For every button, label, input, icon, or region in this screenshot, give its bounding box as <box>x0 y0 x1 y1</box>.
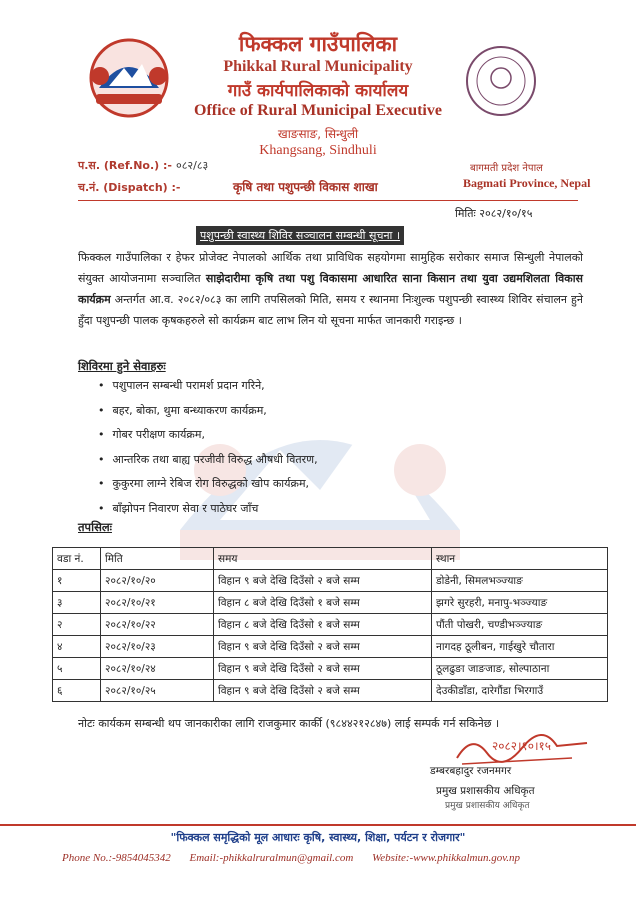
website-text: Website:-www.phikkalmun.gov.np <box>372 852 521 864</box>
ward-cell: ५ <box>53 658 101 680</box>
date-cell: २०८२/१०/२१ <box>101 592 214 614</box>
program-name: साझेदारीमा कृषि तथा पशु विकासमा आधारित साना किसान तथा युवा उद्यमशिलता विकास कार्यक्रम <box>78 272 583 306</box>
subject-line <box>196 226 404 245</box>
dispatch-label: च.नं. (Dispatch) :- <box>78 181 181 194</box>
date-cell: २०८२/१०/२२ <box>101 614 214 636</box>
list-item: • कुकुरमा लाग्ने रेबिज रोग विरुद्धको खोप कार्यक्रम, <box>98 475 318 500</box>
phone-text: Phone No.:-9854045342 <box>62 852 171 864</box>
column-header-ward: वडा नं. <box>53 548 101 570</box>
signature-date: २०८२।१०।१५ <box>492 739 552 753</box>
date-cell: २०८२/१०/२० <box>101 570 214 592</box>
ward-cell: ३ <box>53 592 101 614</box>
contact-note: नोटः कार्यकम सम्बन्धी थप जानकारीका लागि राजकुमार कार्की (९८४४२१२८४७) लाई सम्पर्क गर्न सकिनेछ । <box>78 717 500 730</box>
list-item: • बाँझोपन निवारण सेवा र पाठेघर जाँच <box>98 500 318 525</box>
time-cell: विहान ९ बजे देखि दिउँसो २ बजे सम्म <box>214 658 432 680</box>
ward-cell: ४ <box>53 636 101 658</box>
list-item: • आन्तरिक तथा बाह्य परजीवी विरुद्ध औषधी वितरण, <box>98 451 318 476</box>
signatory-post: प्रमुख प्रशासकीय अधिकृत <box>436 785 535 797</box>
letter-date: मितिः २०८२/१०/१५ <box>455 207 533 220</box>
list-item: • बहर, बोका, थुमा बन्ध्याकरण कार्यक्रम, <box>98 402 318 427</box>
place-cell: देउकीडाँडा, दारेगौंडा भिरगाउँ <box>432 680 608 702</box>
column-header-time: समय <box>214 548 432 570</box>
subject-text: पशुपन्छी स्वास्थ्य शिविर सञ्चालन सम्बन्धी सूचना । <box>200 229 401 242</box>
header-divider <box>78 200 578 201</box>
time-cell: विहान ९ बजे देखि दिउँसो २ बजे सम्म <box>214 570 432 592</box>
place-cell: ठूलढुङा जाङजाङ, सोल्पाठाना <box>432 658 608 680</box>
place-cell: झगरे सुरहरी, मनापु-भञ्ज्याङ <box>432 592 608 614</box>
body-part-1: फिक्कल गाउँपालिका र हेफर प्रोजेक्ट नेपालको आर्थिक तथा प्राविधिक सहयोगमा सामुहिक सरोकार समाज सिन्धुली नेपालको संयुक्त आयोजनामा सञ्चालित <box>78 251 583 285</box>
municipality-name-en: Phikkal Rural Municipality <box>223 58 413 75</box>
table-row <box>53 680 608 702</box>
ward-cell: ६ <box>53 680 101 702</box>
time-cell: विहान ९ बजे देखि दिउँसो २ बजे सम्म <box>214 680 432 702</box>
ref-value: ०८२/८३ <box>175 159 209 172</box>
table-row <box>53 570 608 592</box>
column-header-date: मिति <box>101 548 214 570</box>
time-cell: विहान ८ बजे देखि दिउँसो १ बजे सम्म <box>214 592 432 614</box>
list-item: • पशुपालन सम्बन्धी परामर्श प्रदान गरिने, <box>98 377 318 402</box>
date-cell: २०८२/१०/२४ <box>101 658 214 680</box>
footer-slogan: "फिक्कल समृद्धिको मूल आधारः कृषि, स्वास्थ्य, शिक्षा, पर्यटन र रोजगार" <box>170 831 466 844</box>
office-name-en: Office of Rural Municipal Executive <box>194 102 442 119</box>
signatory-name: डम्बरबहादुर रजनमगर <box>430 765 512 777</box>
email-text: Email:-phikkalruralmun@gmail.com <box>189 852 354 864</box>
reference-number <box>78 158 208 173</box>
date-cell: २०८२/१०/२३ <box>101 636 214 658</box>
table-row <box>53 614 608 636</box>
municipality-name-np: फिक्कल गाउँपालिका <box>238 32 398 56</box>
footer-contact <box>62 852 536 864</box>
ward-cell: २ <box>53 614 101 636</box>
ward-cell: १ <box>53 570 101 592</box>
place-cell: नागदह ठूलीबन, गाईखुरे चौतारा <box>432 636 608 658</box>
signature <box>452 728 592 768</box>
schedule-table <box>52 547 608 702</box>
place-cell: पौंती पोखरी, चण्डीभञ्ज्याङ <box>432 614 608 636</box>
services-heading: शिविरमा हुने सेवाहरुः <box>78 359 166 373</box>
table-row <box>53 658 608 680</box>
schedule-heading: तपसिलः <box>78 520 112 534</box>
table-row <box>53 592 608 614</box>
list-item: • गोबर परीक्षण कार्यक्रम, <box>98 426 318 451</box>
body-part-2: अन्तर्गत आ.व. २०८२/०८३ का लागि तपसिलको मिति, समय र स्थानमा निःशुल्क पशुपन्छी स्वास्थ्य शिविर संचालन हुने हुँदा पशुपन्छी पालक कृषकहरुले सो कार्यक्रम बाट लाभ लिन यो सूचना मार्फत जानकारी गराइन्छ । <box>78 293 583 327</box>
time-cell: विहान ८ बजे देखि दिउँसो १ बजे सम्म <box>214 614 432 636</box>
signatory-stamp: प्रमुख प्रशासकीय अधिकृत <box>445 801 530 811</box>
time-cell: विहान ९ बजे देखि दिउँसो २ बजे सम्म <box>214 636 432 658</box>
place-np: खाङसाङ, सिन्धुली <box>277 127 359 141</box>
ref-label: प.स. (Ref.No.) :- <box>78 159 172 172</box>
province-np: बागमती प्रदेश नेपाल <box>470 163 543 174</box>
office-name-np: गाउँ कार्यपालिकाको कार्यालय <box>227 81 409 101</box>
table-row <box>53 636 608 658</box>
column-header-place: स्थान <box>432 548 608 570</box>
body-paragraph <box>78 247 583 331</box>
table-header-row <box>53 548 608 570</box>
date-cell: २०८२/१०/२५ <box>101 680 214 702</box>
place-en: Khangsang, Sindhuli <box>259 143 377 158</box>
branch-name: कृषि तथा पशुपन्छी विकास शाखा <box>233 180 378 194</box>
province-en: Bagmati Province, Nepal <box>463 176 591 190</box>
footer-divider <box>0 824 636 826</box>
place-cell: डोडेनी, सिमलभञ्ज्याङ <box>432 570 608 592</box>
services-list <box>98 377 318 524</box>
